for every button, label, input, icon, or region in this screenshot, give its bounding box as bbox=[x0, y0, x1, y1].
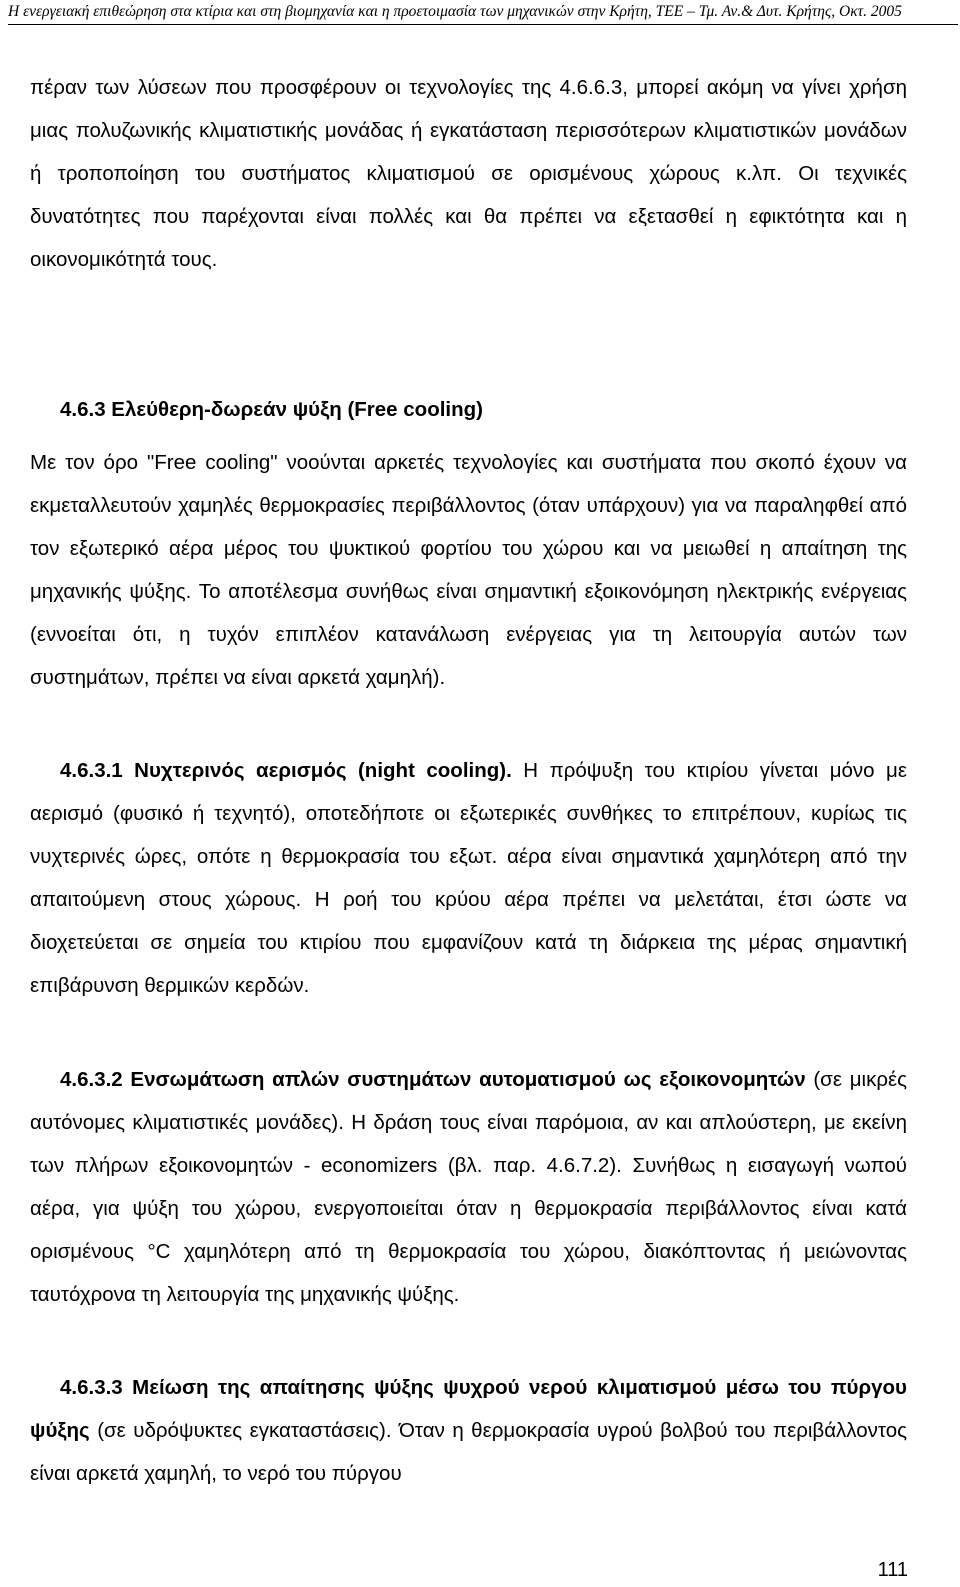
subsection-title: 4.6.3.1 Νυχτερινός αερισμός (night cooling). bbox=[60, 759, 512, 782]
intro-paragraph: πέραν των λύσεων που προσφέρουν οι τεχνολογίες της 4.6.6.3, μπορεί ακόμη να γίνει χρήση μιας πολυζωνικής κλιματιστικής μονάδας ή εγκατάσταση περισσότερων κλιματιστικών μονάδων ή τροποποίηση του συστήματος κλιματισμού σε ορισμένους χώρους κ.λπ. Οι τεχνικές δυνατότητες που παρέχονται είναι πολλές και θα πρέπει να εξετασθεί η εφικτότητα και η οικονομικότητά τους. bbox=[30, 76, 907, 271]
subsection-4-6-3-3 bbox=[30, 1366, 907, 1495]
subsection-text: (σε μικρές αυτόνομες κλιματιστικές μονάδες). Η δράση τους είναι παρόμοια, αν και απλούστερη, με εκείνη των πλήρων εξοικονομητών - economizers (βλ. παρ. 4.6.7.2). Συνήθως η εισαγωγή νωπού αέρα, για ψύξη του χώρου, ενεργοποιείται όταν η θερμοκρασία περιβάλλοντος είναι κατά ορισμένους °C χαμηλότερη από τη θερμοκρασία του χώρου, διακόπτοντας ή μειώνοντας ταυτόχρονα τη λειτουργία της μηχανικής ψύξης. bbox=[30, 1068, 908, 1306]
section-heading: 4.6.3 Ελεύθερη-δωρεάν ψύξη (Free cooling) bbox=[60, 398, 483, 421]
subsection-title: 4.6.3.3 Μείωση της απαίτησης ψύξης ψυχρού νερού κλιματισμού μέσω του πύργου ψύξης bbox=[30, 1376, 907, 1442]
section-paragraph: Με τον όρο "Free cooling" νοούνται αρκετές τεχνολογίες και συστήματα που σκοπό έχουν να εκμεταλλευτούν χαμηλές θερμοκρασίες περιβάλλοντος (όταν υπάρχουν) για να παραληφθεί από τον εξωτερικό αέρα μέρος του ψυκτικού φορτίου του χώρου και να μειωθεί η απαίτηση της μηχανικής ψύξης. Το αποτέλεσμα συνήθως είναι σημαντική εξοικονόμηση ηλεκτρικής ενέργειας (εννοείται ότι, η τυχόν επιπλέον κατανάλωση ενέργειας για τη λειτουργία αυτών των συστημάτων, πρέπει να είναι αρκετά χαμηλή). bbox=[30, 451, 907, 689]
running-header: Η ενεργειακή επιθεώρηση στα κτίρια και στη βιομηχανία και η προετοιμασία των μηχανικών στην Κρήτη, ΤΕΕ – Τμ. Αν.& Δυτ. Κρήτης, Οκτ. 2005 bbox=[8, 2, 958, 25]
subsection-4-6-3-1 bbox=[30, 749, 907, 1007]
subsection-text: Η πρόψυξη του κτιρίου γίνεται μόνο με αερισμό (φυσικό ή τεχνητό), οποτεδήποτε οι εξωτερικές συνθήκες το επιτρέπουν, κυρίως τις νυχτερινές ώρες, οπότε η θερμοκρασία του εξωτ. αέρα είναι σημαντικά χαμηλότερη από την απαιτούμενη στους χώρους. Η ροή του κρύου αέρα πρέπει να μελετάται, έτσι ώστε να διοχετεύεται σε σημεία του κτιρίου που εμφανίζουν κατά τη διάρκεια της μέρας σημαντική επιβάρυνση θερμικών κερδών. bbox=[30, 759, 907, 997]
page-number: 111 bbox=[877, 1559, 908, 1581]
subsection-4-6-3-2 bbox=[30, 1058, 907, 1316]
subsection-text: (σε υδρόψυκτες εγκαταστάσεις). Όταν η θερμοκρασία υγρού βολβού του περιβάλλοντος είναι αρκετά χαμηλή, το νερό του πύργου bbox=[30, 1419, 907, 1485]
subsection-title: 4.6.3.2 Ενσωμάτωση απλών συστημάτων αυτοματισμού ως εξοικονομητών bbox=[60, 1068, 806, 1091]
